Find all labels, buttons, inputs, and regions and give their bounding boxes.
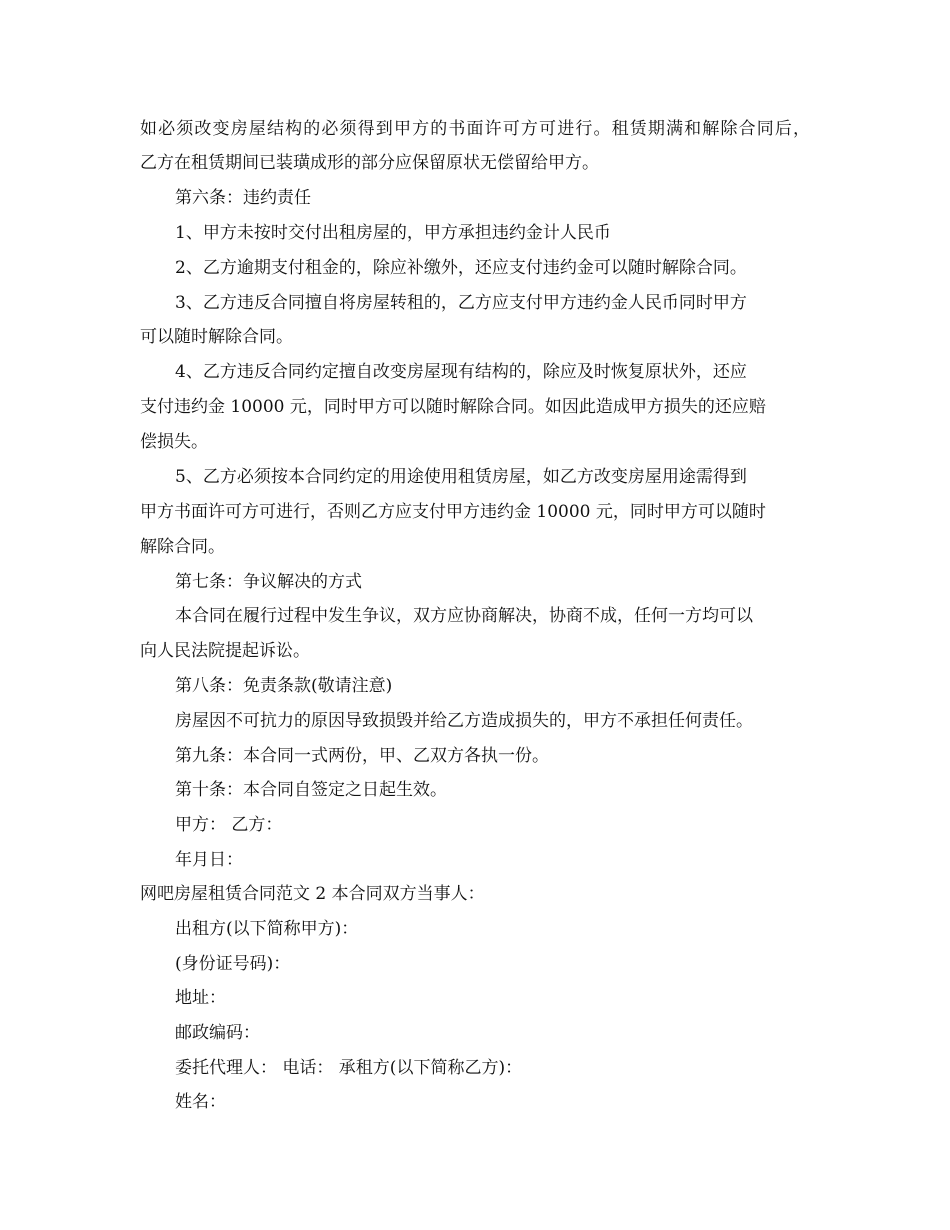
text-line: 向人民法院提起诉讼。 [140, 641, 310, 661]
text-line: 支付违约金 10000 元，同时甲方可以随时解除合同。如因此造成甲方损失的还应赔 [140, 397, 766, 417]
section-heading: 第八条：免责条款(敬请注意) [175, 676, 393, 696]
field-line: (身份证号码)： [175, 954, 291, 974]
field-line: 地址： [175, 988, 226, 1008]
text-line: 如必须改变房屋结构的必须得到甲方的书面许可方可进行。租赁期满和解除合同后， [140, 119, 810, 139]
field-line: 出租方(以下简称甲方)： [175, 919, 359, 939]
text-line: 3、乙方违反合同擅自将房屋转租的，乙方应支付甲方违约金人民币同时甲方 [175, 293, 747, 313]
date-line: 年月日： [175, 850, 243, 870]
text-line: 房屋因不可抗力的原因导致损毁并给乙方造成损失的，甲方不承担任何责任。 [175, 711, 753, 731]
text-line: 甲方书面许可方可进行，否则乙方应支付甲方违约金 10000 元，同时甲方可以随时 [140, 502, 766, 522]
text-line: 5、乙方必须按本合同约定的用途使用租赁房屋，如乙方改变房屋用途需得到 [175, 467, 747, 487]
text-line: 1、甲方未按时交付出租房屋的，甲方承担违约金计人民币 [175, 223, 611, 243]
field-line: 姓名： [175, 1092, 226, 1112]
section-heading: 第十条：本合同自签定之日起生效。 [175, 780, 447, 800]
text-line: 2、乙方逾期支付租金的，除应补缴外，还应支付违约金可以随时解除合同。 [175, 258, 747, 278]
subtitle-line: 网吧房屋租赁合同范文 2 本合同双方当事人： [140, 884, 485, 904]
signature-line: 甲方： 乙方： [175, 815, 283, 835]
text-line: 可以随时解除合同。 [140, 327, 293, 347]
text-line: 本合同在履行过程中发生争议，双方应协商解决，协商不成，任何一方均可以 [175, 606, 753, 626]
text-line: 4、乙方违反合同约定擅自改变房屋现有结构的，除应及时恢复原状外，还应 [175, 362, 747, 382]
field-line: 委托代理人： 电话： 承租方(以下简称乙方)： [175, 1058, 523, 1078]
text-line: 偿损失。 [140, 432, 208, 452]
text-line: 乙方在租赁期间已装璜成形的部分应保留原状无偿留给甲方。 [140, 153, 599, 173]
field-line: 邮政编码： [175, 1023, 260, 1043]
section-heading: 第六条：违约责任 [175, 188, 311, 208]
section-heading: 第七条：争议解决的方式 [175, 572, 362, 592]
section-heading: 第九条：本合同一式两份，甲、乙双方各执一份。 [175, 746, 549, 766]
text-line: 解除合同。 [140, 537, 225, 557]
